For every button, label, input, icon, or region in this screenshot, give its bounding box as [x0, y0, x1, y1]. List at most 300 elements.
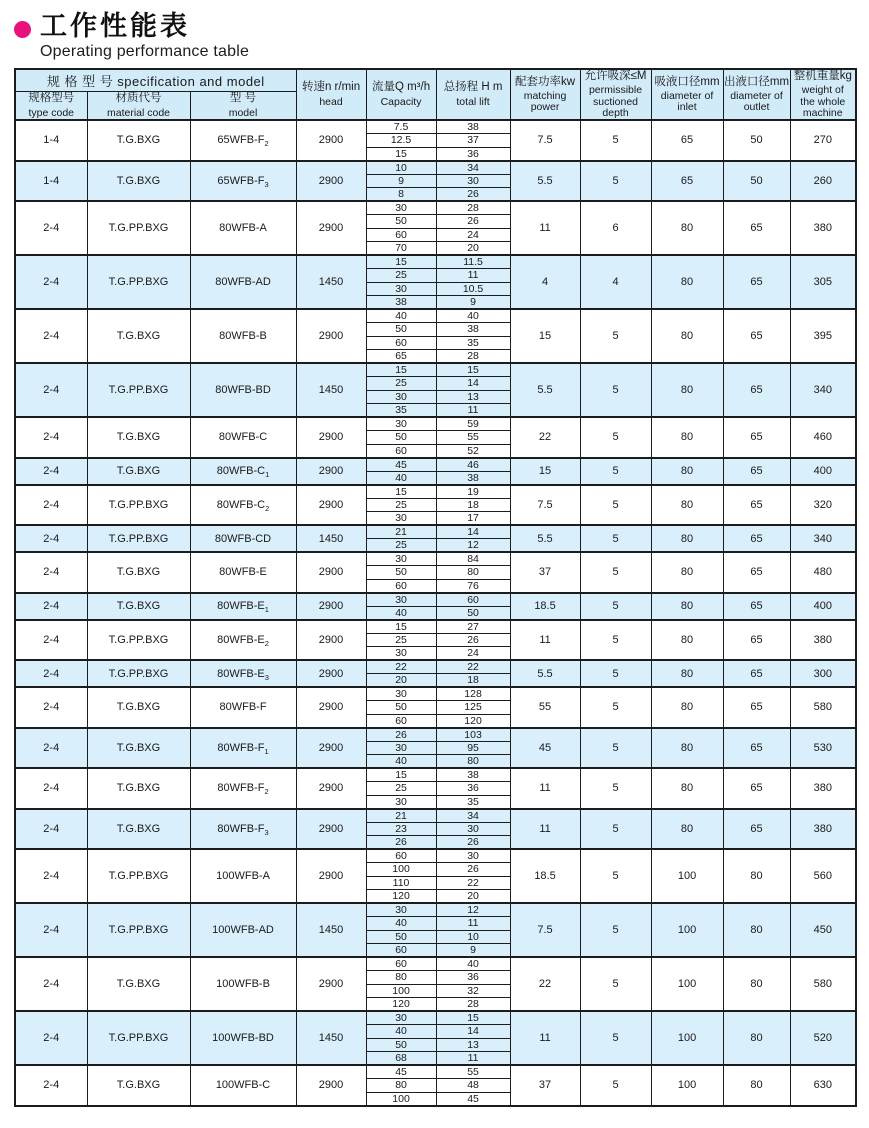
cell-material-code: T.G.BXG: [87, 120, 190, 161]
cell-capacity: 30: [366, 741, 436, 755]
cell-weight: 380: [790, 201, 856, 255]
cell-inlet-diameter: 80: [651, 620, 723, 661]
table-row: [15, 620, 856, 634]
cell-capacity: 40: [366, 309, 436, 323]
model-subscript: 1: [264, 747, 269, 757]
cell-total-lift: 34: [436, 161, 510, 175]
cell-capacity: 30: [366, 903, 436, 917]
cell-inlet-diameter: 100: [651, 1065, 723, 1106]
cell-total-lift: 60: [436, 593, 510, 607]
cell-suction-depth: 5: [580, 120, 651, 161]
cell-total-lift: 24: [436, 647, 510, 661]
cell-speed: 2900: [296, 485, 366, 526]
cell-total-lift: 38: [436, 768, 510, 782]
header-power: [510, 69, 580, 120]
page-title: 工作性能表: [40, 11, 190, 41]
cell-total-lift: 40: [436, 957, 510, 971]
cell-suction-depth: 5: [580, 1065, 651, 1106]
cell-total-lift: 11: [436, 917, 510, 931]
cell-capacity: 100: [366, 863, 436, 877]
cell-material-code: T.G.PP.BXG: [87, 903, 190, 957]
cell-capacity: 80: [366, 971, 436, 985]
cell-weight: 380: [790, 620, 856, 661]
cell-weight: 560: [790, 849, 856, 903]
cell-speed: 2900: [296, 849, 366, 903]
cell-total-lift: 59: [436, 417, 510, 431]
cell-capacity: 21: [366, 809, 436, 823]
cell-inlet-diameter: 80: [651, 687, 723, 728]
cell-inlet-diameter: 80: [651, 458, 723, 485]
cell-power: 45: [510, 728, 580, 769]
cell-weight: 305: [790, 255, 856, 309]
cell-capacity: 30: [366, 1011, 436, 1025]
cell-inlet-diameter: 100: [651, 849, 723, 903]
cell-capacity: 15: [366, 255, 436, 269]
cell-capacity: 30: [366, 390, 436, 404]
cell-weight: 520: [790, 1011, 856, 1065]
cell-model: $80WFB-C_1$: [190, 458, 296, 485]
cell-total-lift: 50: [436, 606, 510, 620]
cell-material-code: T.G.PP.BXG: [87, 660, 190, 687]
cell-suction-depth: 5: [580, 849, 651, 903]
cell-suction-depth: 5: [580, 161, 651, 202]
cell-weight: 300: [790, 660, 856, 687]
cell-inlet-diameter: 80: [651, 552, 723, 593]
cell-type-code: 2-4: [15, 849, 87, 903]
cell-capacity: 30: [366, 512, 436, 526]
cell-inlet-diameter: 80: [651, 768, 723, 809]
header-total-lift-en: total lift: [456, 95, 490, 108]
cell-type-code: 2-4: [15, 458, 87, 485]
cell-model: $80WFB-E_1$: [190, 593, 296, 620]
table-row: [15, 552, 856, 566]
cell-speed: 2900: [296, 957, 366, 1011]
cell-capacity: 100: [366, 1092, 436, 1106]
cell-outlet-diameter: 65: [723, 255, 790, 309]
cell-total-lift: 22: [436, 876, 510, 890]
header-total-lift-cn: 总扬程 H m: [443, 81, 503, 94]
header-speed-cn: 转速n r/min: [301, 81, 361, 94]
cell-capacity: 60: [366, 957, 436, 971]
cell-total-lift: 20: [436, 242, 510, 256]
header-weight-cn: 整机重量kg: [793, 70, 852, 82]
cell-capacity: 60: [366, 579, 436, 593]
cell-type-code: 2-4: [15, 525, 87, 552]
cell-capacity: 60: [366, 714, 436, 728]
cell-capacity: 60: [366, 849, 436, 863]
cell-total-lift: 80: [436, 755, 510, 769]
table-row: [15, 768, 856, 782]
cell-total-lift: 28: [436, 998, 510, 1012]
header-material-code: [87, 92, 190, 121]
cell-material-code: T.G.PP.BXG: [87, 485, 190, 526]
cell-total-lift: 9: [436, 296, 510, 310]
cell-total-lift: 26: [436, 863, 510, 877]
cell-suction-depth: 5: [580, 728, 651, 769]
cell-model: $80WFB-F_1$: [190, 728, 296, 769]
cell-inlet-diameter: 80: [651, 660, 723, 687]
cell-type-code: 2-4: [15, 903, 87, 957]
header-power-en: matching power: [523, 89, 567, 114]
table-row: [15, 687, 856, 701]
cell-model: 100WFB-B: [190, 957, 296, 1011]
cell-inlet-diameter: 80: [651, 255, 723, 309]
cell-power: 11: [510, 1011, 580, 1065]
cell-total-lift: 14: [436, 377, 510, 391]
table-row: [15, 660, 856, 674]
cell-total-lift: 14: [436, 1025, 510, 1039]
header-spec-group: 规 格 型 号 specification and model: [15, 69, 296, 92]
cell-capacity: 70: [366, 242, 436, 256]
model-subscript: 3: [264, 828, 269, 838]
cell-weight: 400: [790, 593, 856, 620]
cell-model: $80WFB-E_2$: [190, 620, 296, 661]
cell-suction-depth: 5: [580, 660, 651, 687]
cell-type-code: 2-4: [15, 417, 87, 458]
cell-speed: 2900: [296, 768, 366, 809]
cell-outlet-diameter: 50: [723, 120, 790, 161]
cell-total-lift: 28: [436, 350, 510, 364]
cell-power: 7.5: [510, 120, 580, 161]
cell-weight: 460: [790, 417, 856, 458]
cell-total-lift: 22: [436, 660, 510, 674]
cell-total-lift: 36: [436, 147, 510, 161]
cell-total-lift: 26: [436, 188, 510, 202]
cell-inlet-diameter: 100: [651, 903, 723, 957]
model-subscript: 1: [264, 605, 269, 615]
cell-type-code: 2-4: [15, 957, 87, 1011]
cell-capacity: 65: [366, 350, 436, 364]
cell-capacity: 60: [366, 444, 436, 458]
cell-total-lift: 17: [436, 512, 510, 526]
cell-power: 7.5: [510, 903, 580, 957]
table-row: [15, 417, 856, 431]
cell-total-lift: 15: [436, 363, 510, 377]
cell-type-code: 2-4: [15, 363, 87, 417]
cell-model: 100WFB-C: [190, 1065, 296, 1106]
cell-capacity: 30: [366, 417, 436, 431]
cell-model: $80WFB-F_2$: [190, 768, 296, 809]
cell-total-lift: 55: [436, 431, 510, 445]
cell-suction-depth: 4: [580, 255, 651, 309]
cell-total-lift: 120: [436, 714, 510, 728]
cell-outlet-diameter: 80: [723, 1065, 790, 1106]
table-row: [15, 809, 856, 823]
cell-capacity: 8: [366, 188, 436, 202]
cell-capacity: 7.5: [366, 120, 436, 134]
cell-capacity: 35: [366, 404, 436, 418]
cell-capacity: 25: [366, 498, 436, 512]
header-material-code-en: material code: [106, 106, 171, 119]
cell-capacity: 30: [366, 201, 436, 215]
cell-type-code: 2-4: [15, 201, 87, 255]
cell-model: 80WFB-CD: [190, 525, 296, 552]
cell-suction-depth: 5: [580, 525, 651, 552]
table-row: [15, 849, 856, 863]
cell-suction-depth: 5: [580, 458, 651, 485]
cell-material-code: T.G.BXG: [87, 417, 190, 458]
cell-capacity: 21: [366, 525, 436, 539]
cell-outlet-diameter: 65: [723, 417, 790, 458]
header-outlet-cn: 出液口径mm: [723, 75, 790, 88]
cell-outlet-diameter: 65: [723, 525, 790, 552]
cell-weight: 395: [790, 309, 856, 363]
cell-total-lift: 125: [436, 701, 510, 715]
cell-total-lift: 55: [436, 1065, 510, 1079]
title-bullet-icon: [14, 21, 31, 38]
cell-material-code: T.G.BXG: [87, 768, 190, 809]
cell-suction-depth: 5: [580, 809, 651, 850]
cell-outlet-diameter: 65: [723, 660, 790, 687]
cell-inlet-diameter: 80: [651, 363, 723, 417]
table-row: [15, 525, 856, 539]
cell-total-lift: 84: [436, 552, 510, 566]
cell-capacity: 50: [366, 215, 436, 229]
cell-weight: 270: [790, 120, 856, 161]
cell-type-code: 2-4: [15, 1011, 87, 1065]
header-inlet: [651, 69, 723, 120]
cell-total-lift: 24: [436, 228, 510, 242]
cell-total-lift: 40: [436, 309, 510, 323]
table-row: [15, 309, 856, 323]
header-speed: [296, 69, 366, 120]
cell-capacity: 68: [366, 1052, 436, 1066]
cell-speed: 2900: [296, 687, 366, 728]
cell-suction-depth: 5: [580, 593, 651, 620]
header-row-top: [15, 69, 856, 92]
cell-suction-depth: 5: [580, 485, 651, 526]
cell-material-code: T.G.BXG: [87, 957, 190, 1011]
cell-total-lift: 19: [436, 485, 510, 499]
cell-type-code: 2-4: [15, 485, 87, 526]
cell-total-lift: 26: [436, 836, 510, 850]
table-header: [15, 69, 856, 120]
cell-total-lift: 11: [436, 269, 510, 283]
cell-power: 7.5: [510, 485, 580, 526]
cell-inlet-diameter: 65: [651, 161, 723, 202]
cell-power: 37: [510, 1065, 580, 1106]
cell-total-lift: 36: [436, 971, 510, 985]
cell-model: $65WFB-F_3$: [190, 161, 296, 202]
cell-capacity: 23: [366, 822, 436, 836]
cell-total-lift: 32: [436, 984, 510, 998]
cell-capacity: 30: [366, 795, 436, 809]
cell-weight: 580: [790, 687, 856, 728]
cell-capacity: 50: [366, 701, 436, 715]
table-row: [15, 161, 856, 175]
cell-material-code: T.G.PP.BXG: [87, 201, 190, 255]
cell-power: 11: [510, 809, 580, 850]
cell-capacity: 30: [366, 593, 436, 607]
cell-total-lift: 95: [436, 741, 510, 755]
cell-suction-depth: 5: [580, 1011, 651, 1065]
cell-type-code: 2-4: [15, 768, 87, 809]
cell-model: $80WFB-E_3$: [190, 660, 296, 687]
cell-inlet-diameter: 100: [651, 1011, 723, 1065]
cell-capacity: 12.5: [366, 134, 436, 148]
cell-capacity: 25: [366, 782, 436, 796]
cell-capacity: 38: [366, 296, 436, 310]
cell-capacity: 50: [366, 566, 436, 580]
cell-speed: 1450: [296, 255, 366, 309]
cell-capacity: 60: [366, 336, 436, 350]
cell-speed: 1450: [296, 525, 366, 552]
cell-inlet-diameter: 80: [651, 309, 723, 363]
cell-total-lift: 30: [436, 174, 510, 188]
cell-speed: 2900: [296, 201, 366, 255]
cell-capacity: 15: [366, 363, 436, 377]
header-capacity: [366, 69, 436, 120]
cell-outlet-diameter: 65: [723, 768, 790, 809]
header-suction-depth-cn: 允许吸深≤M: [584, 70, 647, 82]
cell-material-code: T.G.PP.BXG: [87, 363, 190, 417]
cell-type-code: 2-4: [15, 728, 87, 769]
cell-capacity: 80: [366, 1079, 436, 1093]
cell-capacity: 15: [366, 147, 436, 161]
header-speed-en: head: [319, 95, 343, 108]
cell-capacity: 15: [366, 485, 436, 499]
model-subscript: 2: [264, 639, 269, 649]
cell-suction-depth: 5: [580, 309, 651, 363]
cell-model: 100WFB-AD: [190, 903, 296, 957]
cell-power: 5.5: [510, 660, 580, 687]
cell-outlet-diameter: 65: [723, 728, 790, 769]
performance-table: [14, 68, 857, 1107]
cell-inlet-diameter: 80: [651, 593, 723, 620]
cell-total-lift: 14: [436, 525, 510, 539]
cell-capacity: 120: [366, 890, 436, 904]
cell-model: 100WFB-A: [190, 849, 296, 903]
cell-type-code: 2-4: [15, 1065, 87, 1106]
cell-capacity: 40: [366, 1025, 436, 1039]
cell-speed: 2900: [296, 458, 366, 485]
header-weight: [790, 69, 856, 120]
cell-speed: 2900: [296, 161, 366, 202]
header-total-lift: [436, 69, 510, 120]
cell-material-code: T.G.BXG: [87, 552, 190, 593]
cell-total-lift: 128: [436, 687, 510, 701]
cell-total-lift: 18: [436, 498, 510, 512]
cell-material-code: T.G.BXG: [87, 728, 190, 769]
cell-total-lift: 45: [436, 1092, 510, 1106]
cell-material-code: T.G.BXG: [87, 309, 190, 363]
table-row: [15, 255, 856, 269]
cell-model: 80WFB-BD: [190, 363, 296, 417]
cell-total-lift: 38: [436, 120, 510, 134]
cell-power: 22: [510, 417, 580, 458]
cell-model: $80WFB-C_2$: [190, 485, 296, 526]
cell-total-lift: 30: [436, 822, 510, 836]
cell-total-lift: 34: [436, 809, 510, 823]
cell-total-lift: 26: [436, 633, 510, 647]
cell-weight: 480: [790, 552, 856, 593]
cell-outlet-diameter: 65: [723, 309, 790, 363]
cell-speed: 2900: [296, 309, 366, 363]
cell-capacity: 25: [366, 377, 436, 391]
header-power-cn: 配套功率kw: [515, 75, 576, 88]
table-body: [15, 120, 856, 1106]
cell-total-lift: 38: [436, 471, 510, 485]
cell-total-lift: 10.5: [436, 282, 510, 296]
header-suction-depth-en: permissible suctioned depth: [588, 84, 643, 119]
model-subscript: 1: [265, 470, 270, 480]
cell-outlet-diameter: 65: [723, 593, 790, 620]
cell-suction-depth: 5: [580, 363, 651, 417]
cell-power: 5.5: [510, 363, 580, 417]
cell-model: 80WFB-E: [190, 552, 296, 593]
cell-inlet-diameter: 65: [651, 120, 723, 161]
cell-outlet-diameter: 65: [723, 485, 790, 526]
cell-suction-depth: 5: [580, 768, 651, 809]
cell-speed: 2900: [296, 809, 366, 850]
cell-model: $65WFB-F_2$: [190, 120, 296, 161]
cell-outlet-diameter: 50: [723, 161, 790, 202]
cell-total-lift: 46: [436, 458, 510, 472]
cell-total-lift: 10: [436, 930, 510, 944]
cell-total-lift: 30: [436, 849, 510, 863]
cell-suction-depth: 5: [580, 687, 651, 728]
cell-capacity: 30: [366, 282, 436, 296]
cell-total-lift: 13: [436, 1038, 510, 1052]
cell-capacity: 45: [366, 458, 436, 472]
cell-capacity: 100: [366, 984, 436, 998]
cell-capacity: 110: [366, 876, 436, 890]
cell-weight: 340: [790, 363, 856, 417]
cell-outlet-diameter: 65: [723, 363, 790, 417]
cell-total-lift: 28: [436, 201, 510, 215]
cell-material-code: T.G.PP.BXG: [87, 1011, 190, 1065]
cell-model: 80WFB-A: [190, 201, 296, 255]
header-outlet-en: diameter of outlet: [730, 89, 783, 114]
cell-total-lift: 20: [436, 890, 510, 904]
model-subscript: 2: [264, 787, 269, 797]
header-capacity-cn: 流量Q m³/h: [371, 81, 431, 94]
cell-capacity: 26: [366, 836, 436, 850]
header-outlet: [723, 69, 790, 120]
cell-speed: 2900: [296, 552, 366, 593]
cell-weight: 450: [790, 903, 856, 957]
cell-capacity: 25: [366, 539, 436, 553]
page-subtitle: Operating performance table: [40, 43, 250, 61]
cell-speed: 2900: [296, 417, 366, 458]
cell-power: 22: [510, 957, 580, 1011]
cell-type-code: 2-4: [15, 620, 87, 661]
cell-model: 80WFB-B: [190, 309, 296, 363]
cell-total-lift: 36: [436, 782, 510, 796]
cell-weight: 400: [790, 458, 856, 485]
cell-outlet-diameter: 80: [723, 903, 790, 957]
cell-capacity: 50: [366, 930, 436, 944]
table-row: [15, 903, 856, 917]
cell-power: 5.5: [510, 525, 580, 552]
header-model: [190, 92, 296, 121]
cell-inlet-diameter: 100: [651, 957, 723, 1011]
cell-suction-depth: 5: [580, 957, 651, 1011]
cell-type-code: 1-4: [15, 161, 87, 202]
cell-weight: 580: [790, 957, 856, 1011]
cell-capacity: 9: [366, 174, 436, 188]
table-row: [15, 120, 856, 134]
cell-inlet-diameter: 80: [651, 417, 723, 458]
cell-material-code: T.G.BXG: [87, 161, 190, 202]
cell-capacity: 15: [366, 768, 436, 782]
cell-speed: 2900: [296, 120, 366, 161]
cell-material-code: T.G.BXG: [87, 1065, 190, 1106]
cell-suction-depth: 5: [580, 620, 651, 661]
cell-type-code: 2-4: [15, 809, 87, 850]
cell-total-lift: 12: [436, 903, 510, 917]
cell-suction-depth: 5: [580, 417, 651, 458]
